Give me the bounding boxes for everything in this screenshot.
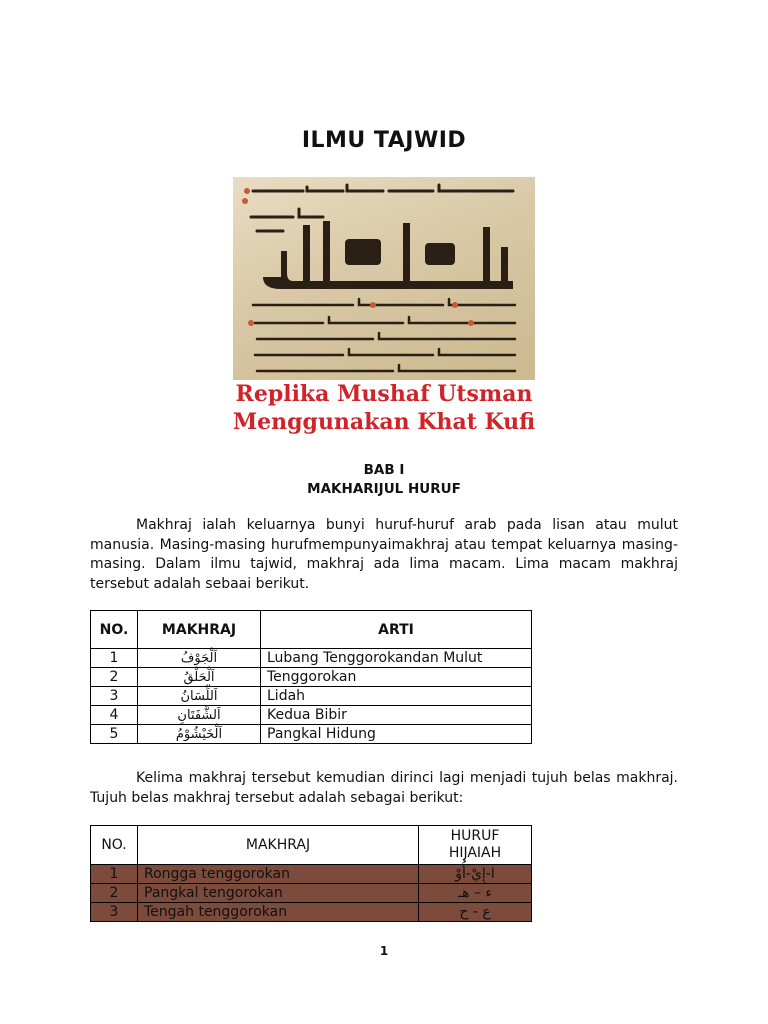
- table-row: [91, 706, 532, 725]
- cell-makhraj-arabic: اَلْجَوْفُ: [138, 649, 261, 668]
- header-makhraj: MAKHRAJ: [138, 826, 419, 865]
- cell-no: 3: [91, 687, 138, 706]
- chapter-label: BAB I: [363, 462, 405, 478]
- cell-makhraj-arabic: اَلْحَلْقُ: [138, 668, 261, 687]
- cell-no: 1: [91, 865, 138, 884]
- header-huruf-hijaiah: HURUF HIJAIAH: [419, 826, 532, 865]
- detail-paragraph-text: Kelima makhraj tersebut kemudian dirinci lagi menjadi tujuh belas makhraj. Tujuh belas makhraj tersebut adalah sebagai berikut:: [90, 770, 678, 806]
- cell-makhraj: Tengah tenggorokan: [138, 903, 419, 922]
- cell-makhraj-arabic: اَلْخَيْشُوْمُ: [138, 725, 261, 744]
- kufi-manuscript-image: [233, 177, 535, 380]
- cell-no: 4: [91, 706, 138, 725]
- cell-arti: Kedua Bibir: [261, 706, 532, 725]
- cell-makhraj-arabic: اَلشَّفَتَانِ: [138, 706, 261, 725]
- table-header-row: [91, 611, 532, 649]
- cell-arti: Lidah: [261, 687, 532, 706]
- cell-arti: Pangkal Hidung: [261, 725, 532, 744]
- cell-no: 2: [91, 884, 138, 903]
- cell-no: 2: [91, 668, 138, 687]
- table-row: [91, 725, 532, 744]
- table-row: [91, 668, 532, 687]
- cell-makhraj-arabic: اَللِّسَانُ: [138, 687, 261, 706]
- header-no: NO.: [91, 826, 138, 865]
- header-no: NO.: [91, 611, 138, 649]
- page-title: ILMU TAJWID: [301, 128, 467, 153]
- table-row: [91, 649, 532, 668]
- header-makhraj: MAKHRAJ: [138, 611, 261, 649]
- table-row: [91, 865, 532, 884]
- table-row: [91, 903, 532, 922]
- image-caption: [180, 380, 588, 436]
- chapter-subtitle: MAKHARIJUL HURUF: [307, 481, 461, 497]
- table-row: [91, 687, 532, 706]
- header-arti: ARTI: [261, 611, 532, 649]
- cell-huruf: ء – هـ: [419, 884, 532, 903]
- cell-no: 3: [91, 903, 138, 922]
- cell-no: 1: [91, 649, 138, 668]
- intro-paragraph: [90, 516, 678, 594]
- intro-paragraph-text: Makhraj ialah keluarnya bunyi huruf-huruf arab pada lisan atau mulut manusia. Masing-masing hurufmempunyaimakhraj atau tempat keluarnya masing-masing. Dalam ilmu tajwid, makhraj ada lima macam. Lima macam makhraj tersebut adalah sebaai berikut.: [90, 517, 678, 592]
- makhraj-table: [90, 610, 532, 744]
- cell-huruf: ع - ح: [419, 903, 532, 922]
- makhraj-detail-table: [90, 825, 532, 922]
- table-header-row: [91, 826, 532, 865]
- cell-arti: Tenggorokan: [261, 668, 532, 687]
- cell-arti: Lubang Tenggorokandan Mulut: [261, 649, 532, 668]
- caption-line-1: Replika Mushaf Utsman: [235, 381, 533, 407]
- page-number: 1: [379, 944, 389, 958]
- cell-no: 5: [91, 725, 138, 744]
- detail-paragraph: [90, 769, 678, 808]
- table-row: [91, 884, 532, 903]
- caption-line-2: Menggunakan Khat Kufi: [232, 409, 536, 435]
- cell-huruf: ا-إِيْ-أُوْ: [419, 865, 532, 884]
- cell-makhraj: Rongga tenggorokan: [138, 865, 419, 884]
- cell-makhraj: Pangkal tengorokan: [138, 884, 419, 903]
- chapter-heading: [0, 461, 768, 499]
